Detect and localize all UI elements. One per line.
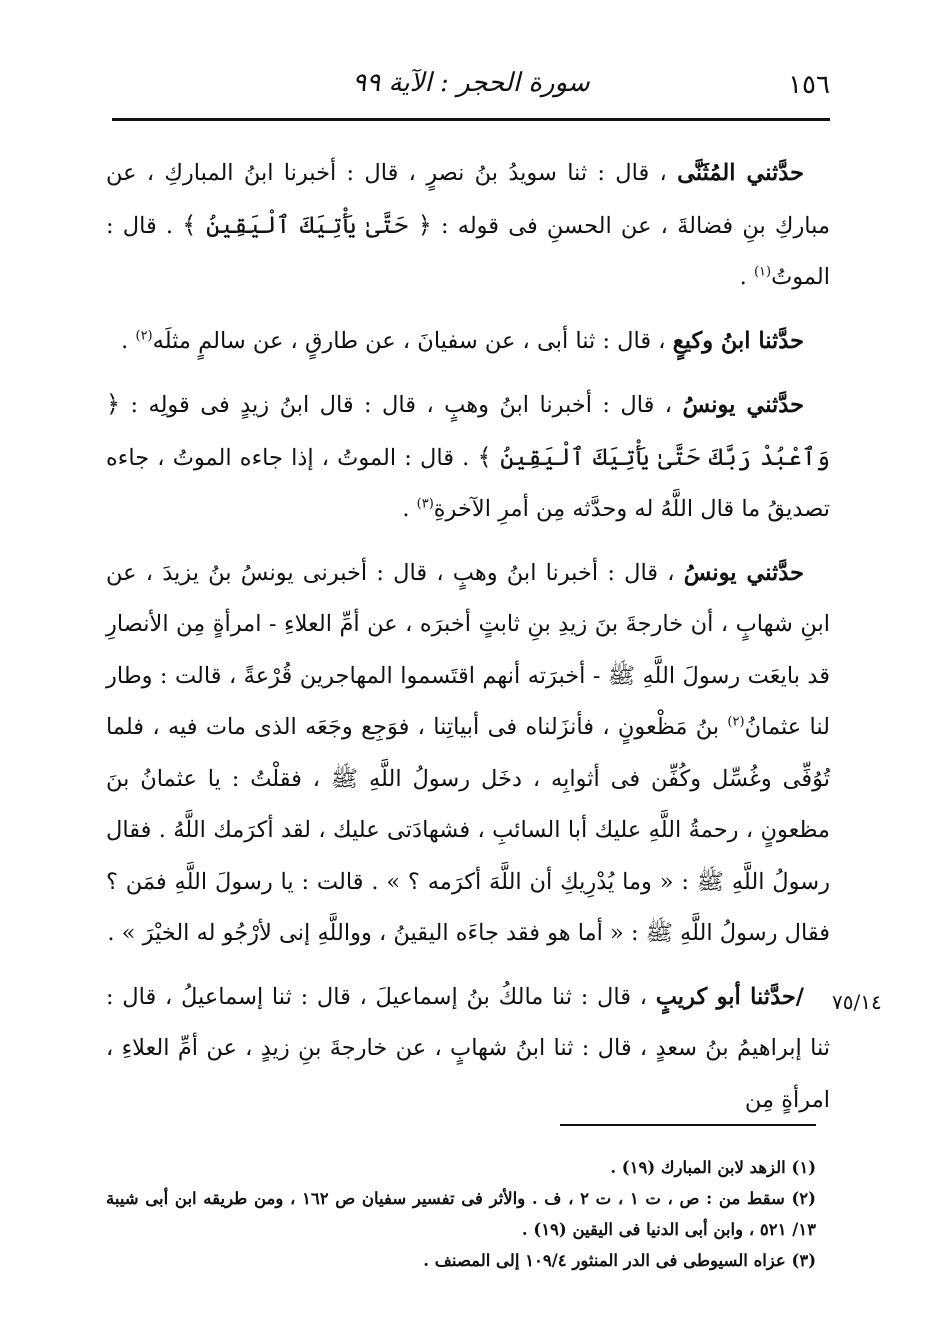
quran-verse: ﴿ وَٱعْبُدْ رَبَّكَ حَتَّىٰ يَأْتِيَكَ ٱلْيَقِينُ ﴾ (106, 390, 831, 471)
footnotes (106, 1152, 816, 1276)
manuscript-margin-reference: ٧٥/١٤ (832, 990, 882, 1014)
paragraph-tail: . قال : الموتُ (106, 212, 830, 290)
running-header (112, 66, 830, 106)
running-title: سورة الحجر : الآية ٩٩ (352, 68, 590, 98)
quran-verse: ﴿ حَتَّىٰ يَأْتِيَكَ ٱلْيَقِينُ ﴾ (182, 210, 432, 239)
footnote-rule (560, 1124, 816, 1126)
paragraph-1 (106, 148, 830, 304)
paragraph-end: . (739, 264, 747, 290)
paragraph-4 (106, 548, 830, 960)
paragraph-end: . (402, 496, 410, 522)
footnote-marker: (٣) (416, 496, 434, 512)
paragraph-text: ، قال : ثنا مالكُ بنُ إسماعيلَ ، قال : ثنا إسماعيلُ ، قال : ثنا إبراهيمُ بنُ سعدٍ ، قال : ثنا ابنُ شهابٍ ، عن خارجةَ بنِ زيدٍ ، عن أمِّ العلاءِ ، امرأةٍ مِن (106, 983, 830, 1113)
narrator-lead: /حدَّثنا أبو كريبٍ (655, 983, 805, 1010)
paragraph-3 (106, 379, 830, 536)
narrator-lead: حدَّثني يونسُ (682, 392, 804, 418)
footnote-3: (٣) عزاه السيوطى فى الدر المنثور ١٠٩/٤ إلى المصنف . (423, 1251, 816, 1270)
header-rule (112, 118, 830, 121)
footnote-marker: (٢) (135, 328, 153, 343)
narrator-lead: حدَّثني يونسُ (683, 559, 804, 586)
paragraph-end: . (121, 327, 129, 354)
paragraph-5 (106, 972, 830, 1127)
narrator-lead: حدَّثني المُثَنَّى (677, 160, 805, 186)
paragraph-text: ، قال : ثنا أبى ، عن سفيانَ ، عن طارقٍ ، عن سالمٍ مثلَه (152, 327, 666, 354)
narrator-lead: حدَّثنا ابنُ وكيعٍ (672, 327, 804, 354)
paragraph-text: ، قال : أخبرنا ابنُ وهبٍ ، قال : قال ابنُ زيدٍ فى قولِه : (130, 392, 673, 418)
footnote-marker: (١) (753, 264, 772, 280)
paragraph-tail: . قال : الموتُ ، إذا جاءه الموتُ ، جاءه تصديقُ ما قال اللَّهُ له وحدَّثه مِن أمرِ الآخرةِ (106, 444, 830, 522)
main-text (106, 148, 830, 1126)
paragraph-2 (106, 316, 830, 368)
footnote-2: (٢) سقط من : ص ، ت ١ ، ت ٢ ، ف . والأثر فى تفسير سفيان ص ١٦٢ ، ومن طريقه ابن أبى شيبة ١٣/ ٥٢١ ، وابن أبى الدنيا فى اليقين (١٩) . (106, 1189, 816, 1239)
paragraph-text: ، قال : ثنا سويدُ بنُ نصرٍ ، قال : أخبرنا ابنُ المباركِ ، عن مباركِ بنِ فضالةَ ، عن الحسنِ فى قوله : (106, 160, 831, 239)
page-number: ١٥٦ (788, 70, 830, 100)
paragraph-text: ، قال : أخبرنا ابنُ وهبٍ ، قال : أخبرنى يونسُ بنُ يزيدَ ، عن ابنِ شهابٍ ، أن خارجةَ بنَ زيدِ بنِ ثابتٍ أخبرَه ، عن أمِّ العلاءِ - امرأةٍ مِن الأنصارِ قد بايعَت رسولَ اللَّهِ ﷺ - أخبرَته أنهم اقتَسموا المهاجرين قُرْعةً ، قالت : وطار لنا عثمانُ (106, 559, 830, 740)
footnote-1: (١) الزهد لابن المبارك (١٩) . (610, 1158, 816, 1177)
footnote-marker: (٢) (727, 714, 745, 730)
paragraph-tail: بنُ مَظْعونٍ ، فأنزَلناه فى أبياتِنا ، فوَجِع وجَعَه الذى مات فيه ، فلما تُوُفِّى وغُسِّل وكُفِّن فى أثوابِه ، دخَل رسولُ اللَّهِ ﷺ ، فقلْتُ : يا عثمانُ بنَ مظعونٍ ، رحمةُ اللَّهِ عليك أبا السائبِ ، فشهادَتى عليك ، لقد أكرَمك اللَّهُ . فقال رسولُ اللَّهِ ﷺ : « وما يُدْرِيكِ أن اللَّهَ أكرَمه ؟ » . قالت : يا رسولَ اللَّهِ فمَن ؟ فقال رسولُ اللَّهِ ﷺ : « أما هو فقد جاءَه اليقينُ ، وواللَّهِ إنى لأرْجُو له الخيْرَ » . (106, 714, 830, 946)
